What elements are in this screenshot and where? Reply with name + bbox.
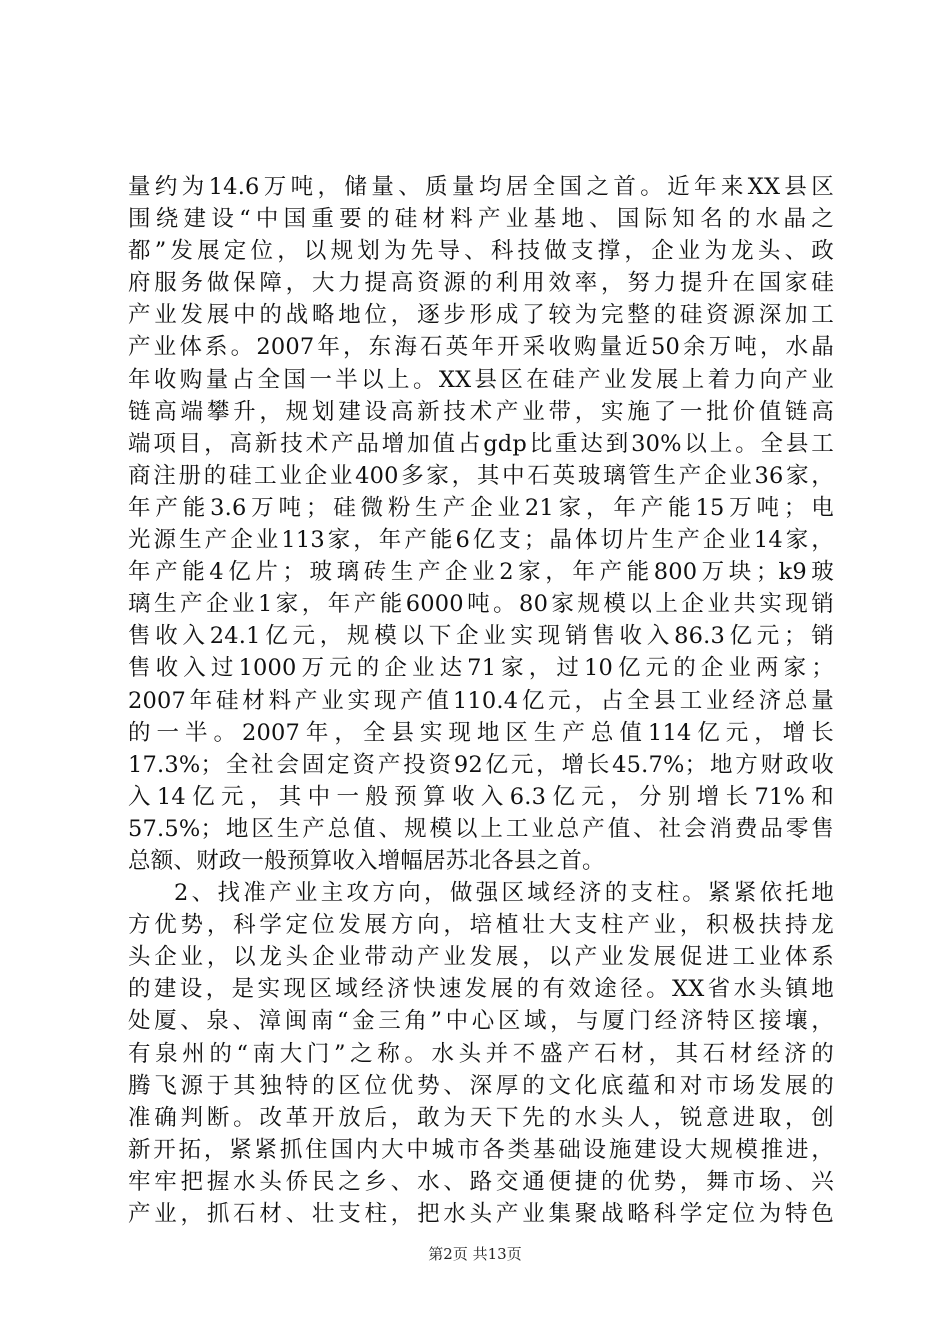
text-line-28: 有泉州的“南大门”之称。水头并不盛产石材，其石材经济的	[128, 1040, 834, 1067]
text-line-19: 17.3%；全社会固定资产投资92亿元，增长45.7%；地方财政收	[128, 751, 834, 778]
text-line-8: 链高端攀升，规划建设高新技术产业带，实施了一批价值链高	[128, 398, 834, 425]
text-line-23: 2、找准产业主攻方向，做强区域经济的支柱。紧紧依托地	[174, 880, 834, 907]
text-line-22: 总额、财政一般预算收入增幅居苏北各县之首。	[128, 847, 605, 874]
document-body	[128, 171, 834, 1230]
text-line-17: 2007年硅材料产业实现产值110.4亿元，占全县工业经济总量	[128, 687, 834, 714]
text-line-7: 年收购量占全国一半以上。XX县区在硅产业发展上着力向产业	[128, 366, 834, 393]
text-line-24: 方优势，科学定位发展方向，培植壮大支柱产业，积极扶持龙	[128, 912, 834, 939]
text-line-20: 入14亿元，其中一般预算收入6.3亿元，分别增长71%和	[128, 783, 834, 810]
text-line-9: 端项目，高新技术产品增加值占gdp比重达到30%以上。全县工	[128, 430, 834, 457]
text-line-14: 璃生产企业1家，年产能6000吨。80家规模以上企业共实现销	[128, 591, 834, 618]
text-line-26: 的建设，是实现区域经济快速发展的有效途径。XX省水头镇地	[128, 976, 834, 1003]
text-line-3: 都”发展定位，以规划为先导、科技做支撑，企业为龙头、政	[128, 238, 834, 265]
text-line-21: 57.5%；地区生产总值、规模以上工业总产值、社会消费品零售	[128, 815, 834, 842]
page-number-footer: 第2页 共13页	[428, 1245, 522, 1263]
text-line-11: 年产能3.6万吨；硅微粉生产企业21家，年产能15万吨；电	[128, 494, 834, 521]
text-line-18: 的一半。2007年，全县实现地区生产总值114亿元，增长	[128, 719, 834, 746]
text-line-16: 售收入过1000万元的企业达71家，过10亿元的企业两家；	[128, 655, 834, 682]
text-line-31: 新开拓，紧紧抓住国内大中城市各类基础设施建设大规模推进，	[128, 1136, 834, 1163]
text-line-33: 产业，抓石材、壮支柱，把水头产业集聚战略科学定位为特色	[128, 1201, 834, 1227]
text-line-27: 处厦、泉、漳闽南“金三角”中心区域，与厦门经济特区接壤，	[128, 1008, 834, 1035]
text-line-10: 商注册的硅工业企业400多家，其中石英玻璃管生产企业36家，	[128, 462, 834, 489]
text-line-6: 产业体系。2007年，东海石英年开采收购量近50余万吨，水晶	[128, 334, 834, 361]
text-line-2: 围绕建设“中国重要的硅材料产业基地、国际知名的水晶之	[128, 206, 834, 233]
text-line-5: 产业发展中的战略地位，逐步形成了较为完整的硅资源深加工	[128, 302, 834, 329]
text-line-29: 腾飞源于其独特的区位优势、深厚的文化底蕴和对市场发展的	[128, 1072, 834, 1099]
text-line-15: 售收入24.1亿元，规模以下企业实现销售收入86.3亿元；销	[128, 623, 834, 650]
text-line-1: 量约为14.6万吨，储量、质量均居全国之首。近年来XX县区	[128, 174, 834, 200]
text-line-25: 头企业，以龙头企业带动产业发展，以产业发展促进工业体系	[128, 944, 834, 971]
text-line-32: 牢牢把握水头侨民之乡、水、路交通便捷的优势，舞市场、兴	[128, 1168, 834, 1195]
text-line-12: 光源生产企业113家，年产能6亿支；晶体切片生产企业14家，	[128, 527, 834, 554]
text-line-4: 府服务做保障，大力提高资源的利用效率，努力提升在国家硅	[128, 270, 834, 297]
text-line-13: 年产能4亿片；玻璃砖生产企业2家，年产能800万块；k9玻	[128, 559, 834, 586]
text-line-30: 准确判断。改革开放后，敢为天下先的水头人，锐意进取，创	[128, 1104, 834, 1131]
